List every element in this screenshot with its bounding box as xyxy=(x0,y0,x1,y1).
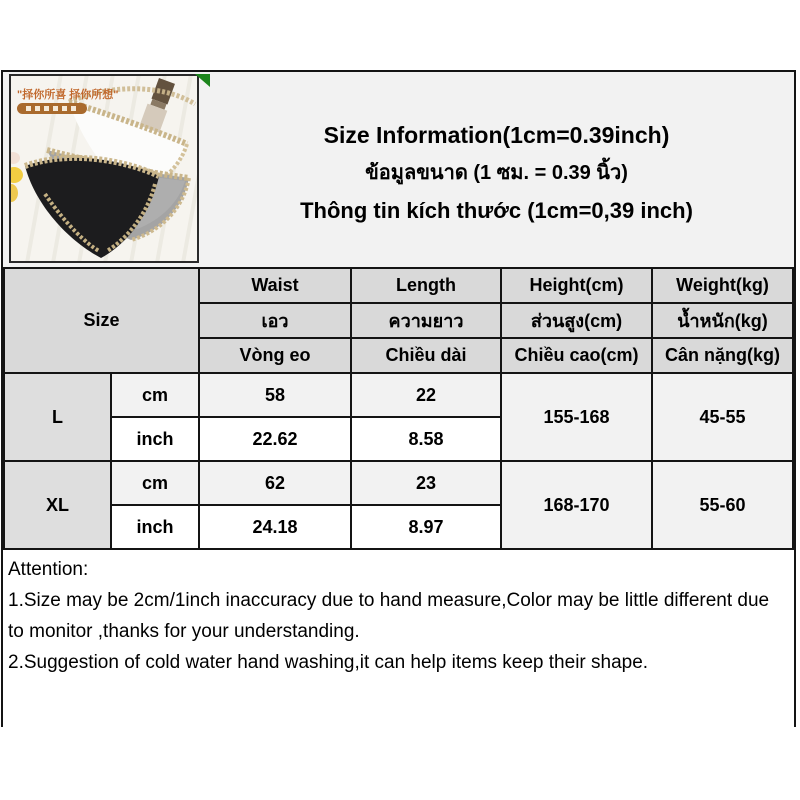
xl-height-range: 168-170 xyxy=(501,461,652,549)
row-l-cm xyxy=(4,373,793,417)
title-line-thai: ข้อมูลขนาด (1 ซม. = 0.39 นิ้ว) xyxy=(365,162,628,184)
photo-banner xyxy=(17,103,87,114)
xl-length-inch: 8.97 xyxy=(351,505,501,549)
xl-waist-inch: 24.18 xyxy=(199,505,351,549)
header-length-en: Length xyxy=(351,268,501,303)
attention-heading: Attention: xyxy=(8,559,89,580)
title-block xyxy=(199,72,794,267)
title-section xyxy=(3,72,794,267)
header-row-english xyxy=(4,268,793,303)
header-weight-en: Weight(kg) xyxy=(652,268,793,303)
l-weight-range: 45-55 xyxy=(652,373,793,461)
title-line-english: Size Information(1cm=0.39inch) xyxy=(323,122,670,148)
header-height-vi: Chiều cao(cm) xyxy=(501,338,652,373)
size-l-cell: L xyxy=(4,373,111,461)
l-length-inch: 8.58 xyxy=(351,417,501,461)
header-weight-th: น้ำหนัก(kg) xyxy=(652,303,793,338)
header-height-en: Height(cm) xyxy=(501,268,652,303)
size-xl-cell: XL xyxy=(4,461,111,549)
attention-note-1: 1.Size may be 2cm/1inch inaccuracy due to hand measure,Color may be little different due to monitor ,thanks for your understanding. xyxy=(8,590,770,642)
unit-cm-l: cm xyxy=(111,373,199,417)
header-height-th: ส่วนสูง(cm) xyxy=(501,303,652,338)
l-waist-inch: 22.62 xyxy=(199,417,351,461)
attention-section xyxy=(3,550,794,727)
header-weight-vi: Cân nặng(kg) xyxy=(652,338,793,373)
header-waist-vi: Vòng eo xyxy=(199,338,351,373)
xl-weight-range: 55-60 xyxy=(652,461,793,549)
size-table xyxy=(3,267,794,550)
title-line-vietnamese: Thông tin kích thước (1cm=0,39 inch) xyxy=(300,198,693,223)
photo-slogan-text: "择你所喜 择你所想" xyxy=(17,89,119,101)
size-header-cell: Size xyxy=(4,268,199,373)
unit-inch-xl: inch xyxy=(111,505,199,549)
size-info-sheet xyxy=(1,70,796,727)
unit-inch-l: inch xyxy=(111,417,199,461)
header-waist-en: Waist xyxy=(199,268,351,303)
attention-note-2: 2.Suggestion of cold water hand washing,it can help items keep their shape. xyxy=(8,652,649,673)
l-length-cm: 22 xyxy=(351,373,501,417)
l-waist-cm: 58 xyxy=(199,373,351,417)
product-photo xyxy=(9,74,199,263)
xl-waist-cm: 62 xyxy=(199,461,351,505)
header-length-vi: Chiều dài xyxy=(351,338,501,373)
xl-length-cm: 23 xyxy=(351,461,501,505)
header-length-th: ความยาว xyxy=(351,303,501,338)
header-waist-th: เอว xyxy=(199,303,351,338)
row-xl-cm xyxy=(4,461,793,505)
l-height-range: 155-168 xyxy=(501,373,652,461)
unit-cm-xl: cm xyxy=(111,461,199,505)
